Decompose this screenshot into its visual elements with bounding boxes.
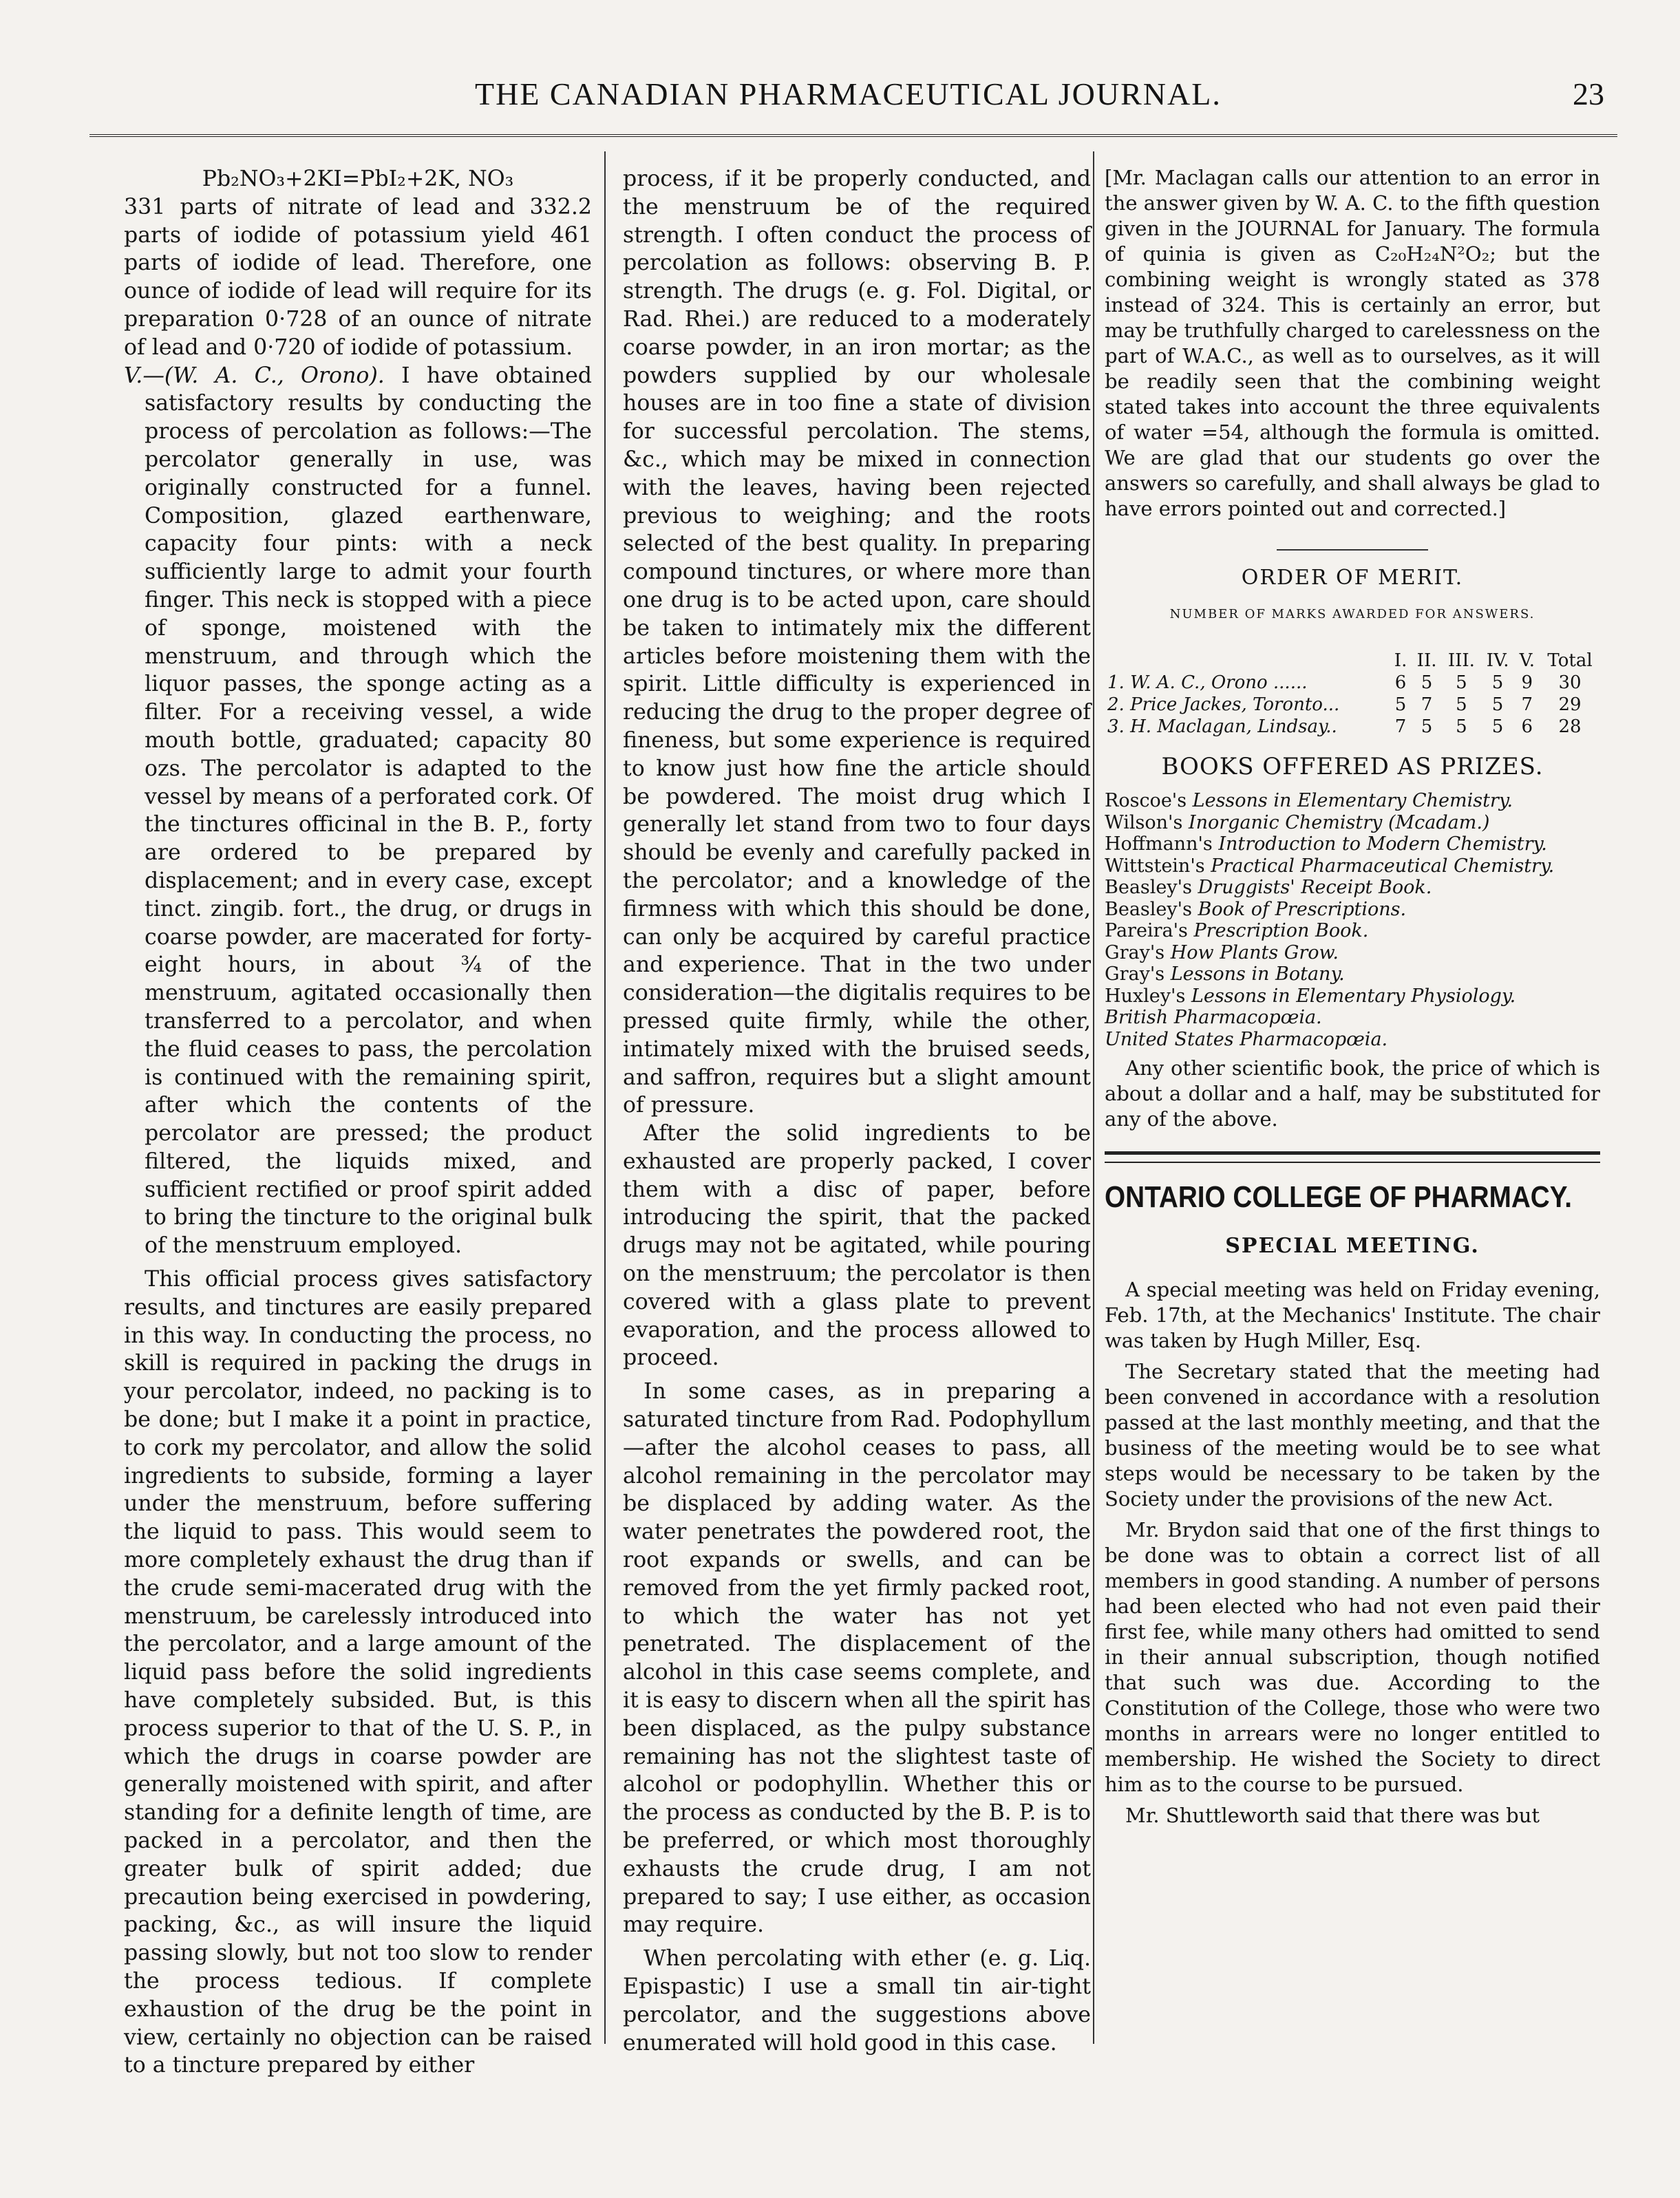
page-header — [0, 0, 1680, 145]
table-cell: 7 — [1394, 716, 1407, 737]
book-author: Roscoe's — [1105, 790, 1187, 812]
header-rule — [89, 134, 1617, 137]
merit-table — [1105, 650, 1600, 738]
book-title: Lessons in Botany. — [1170, 963, 1345, 985]
books-list — [1105, 790, 1600, 1050]
table-cell — [1105, 650, 1390, 672]
section-rule — [1105, 1151, 1600, 1155]
table-cell: Total — [1547, 650, 1593, 671]
table-cell: 5 — [1456, 672, 1467, 693]
list-item — [1105, 833, 1600, 855]
list-item — [1105, 899, 1600, 921]
answer-v — [124, 362, 592, 1261]
special-meeting-heading: SPECIAL MEETING. — [1225, 1234, 1480, 1259]
books-note: Any other scientific book, the price of which is about a dollar and a half, may be substituted for any of the above. — [1105, 1056, 1600, 1131]
table-row — [1105, 716, 1600, 738]
paragraph: Mr. Brydon said that one of the first things to be done was to obtain a correct list of all members in good standing. A number of persons had been elected who had not even paid their first fee, while many others had omitted to send in their annual subscription, though notified that such was due. According to the Constitution of the College, those who were two months in arrears were no longer entitled to membership. He wished the Society to direct him as to the course to be pursued. — [1105, 1517, 1600, 1796]
paragraph: When percolating with ether (e. g. Liq. Epispastic) I use a small tin air-tight percolator, and the suggestions above enumerated will hold good in this case. — [623, 1946, 1091, 2056]
table-cell: 5 — [1456, 716, 1467, 737]
paragraph: This official process gives satisfactory results, and tinctures are easily prepared in this way. In conducting the process, no skill is required in packing the drugs in your percolator, indeed, no packing is to be done; but I make it a point in practice, to cork my percolator, and allow the solid ingredients to subside, forming a layer under the menstruum, before suffering the liquid to pass. This would seem to more completely exhaust the drug than if the crude semi-macerated drug with the menstruum, be carelessly introduced into the percolator, and a large amount of the liquid pass before the solid ingredients have completely subsided. But, is this process superior to that of the U. S. P., in which the drugs in coarse powder are generally moistened with spirit, and after standing for a definite length of time, are packed in a percolator, and then the greater bulk of spirit added; due precaution being exercised in powdering, packing, &c., as will insure the liquid passing slowly, but not too slow to render the process tedious. If complete exhaustion of the drug be the point in view, certainly no objection can be raised to a tincture prepared by either — [124, 1267, 592, 2078]
college-heading: ONTARIO COLLEGE OF PHARMACY. — [1105, 1180, 1573, 1215]
book-title: Prescription Book. — [1193, 920, 1369, 942]
book-title: Practical Pharmaceutical Chemistry. — [1211, 855, 1555, 877]
list-item — [1105, 963, 1600, 985]
list-item — [1105, 1029, 1600, 1051]
table-cell: 30 — [1558, 672, 1582, 693]
chemical-equation: Pb₂NO₃+2KI=PbI₂+2K, NO₃ — [202, 167, 514, 191]
table-cell: 5 — [1491, 716, 1504, 737]
paragraph: 331 parts of nitrate of lead and 332.2 parts of iodide of potassium yield 461 parts of iodide of lead. Therefore, one ounce of iodide of lead will require for its preparation 0·728 of an ounce of nitrate of lead and 0·720 of iodide of potassium. — [124, 194, 592, 360]
table-cell: 9 — [1521, 672, 1533, 693]
table-cell: 5 — [1491, 672, 1504, 693]
column-divider-1 — [604, 151, 606, 2044]
list-item — [1105, 1007, 1600, 1029]
book-title: British Pharmacopœia. — [1105, 1007, 1322, 1029]
journal-title: THE CANADIAN PHARMACEUTICAL JOURNAL. — [475, 76, 1222, 111]
table-cell: V. — [1519, 650, 1535, 671]
book-author: Hoffmann's — [1105, 833, 1213, 855]
table-cell: I. — [1394, 650, 1407, 671]
book-title: Lessons in Elementary Chemistry. — [1192, 790, 1513, 812]
paragraph: process, if it be properly conducted, and the menstruum be of the required strength. I often conduct the process of percolation as follows: observing B. P. strength. The drugs (e. g. Fol. Digital, or Rad. Rhei.) are reduced to a moderately coarse powder, in an iron mortar; as the powders supplied by our wholesale houses are in too fine a state of division for successful percolation. The stems, &c., which may be mixed in connection with the leaves, having been rejected previous to weighing; and the roots selected of the best quality. In preparing compound tinctures, or where more than one drug is to be acted upon, care should be taken to intimately mix the different articles before moistening them with the spirit. Little difficulty is experienced in reducing the drug to the proper degree of fineness, but some experience is required to know just how fine the article should be powdered. The moist drug which I generally let stand from two to four days should be evenly and carefully packed in the percolator; and a knowledge of the firmness with which this should be done, can only be acquired by careful practice and experience. That in the two under consideration—the digitalis requires to be pressed quite firmly, while the other, intimately mixed with the bruised seeds, and saffron, requires but a slight amount of pressure. — [623, 167, 1091, 1118]
books-title: BOOKS OFFERED AS PRIZES. — [1161, 752, 1544, 780]
table-cell: 5 — [1456, 694, 1467, 715]
list-item — [1105, 985, 1600, 1007]
table-cell: 3. H. Maclagan, Lindsay.. — [1107, 716, 1337, 737]
table-cell: 6 — [1394, 672, 1407, 693]
editor-note: [Mr. Maclagan calls our attention to an error in the answer given by W. A. C. to the fifth question given in the JOURNAL for January. The formula of quinia is given as C₂₀H₂₄N²O₂; but the combining weight is wrongly stated as 378 instead of 324. This is certainly an error, but may be truthfully charged to carelessness on the part of W.A.C., as well as to ourselves, as it will be readily seen that the combining weight stated takes into account the three equivalents of water =54, although the formula is omitted. We are glad that our students go over the answers so carefully, and shall always be glad to have errors pointed out and corrected.] — [1105, 166, 1600, 520]
book-title: How Plants Grow. — [1170, 941, 1339, 963]
table-cell: 5 — [1394, 694, 1407, 715]
table-cell: 29 — [1558, 694, 1582, 715]
book-author: Wittstein's — [1105, 855, 1205, 877]
answer-label: V.—(W. A. C., Orono). — [124, 363, 385, 388]
book-title: Book of Prescriptions. — [1198, 898, 1407, 920]
table-cell: 5 — [1491, 694, 1504, 715]
book-title: Lessons in Elementary Physiology. — [1191, 985, 1516, 1007]
book-author: Huxley's — [1105, 985, 1186, 1007]
book-author: Gray's — [1105, 963, 1165, 985]
paragraph: A special meeting was held on Friday evening, Feb. 17th, at the Mechanics' Institute. The chair was taken by Hugh Miller, Esq. — [1105, 1277, 1600, 1352]
table-header-row — [1105, 650, 1600, 672]
table-cell: 7 — [1521, 694, 1533, 715]
table-cell: 28 — [1558, 716, 1582, 737]
column-1 — [124, 165, 592, 2085]
list-item — [1105, 942, 1600, 964]
table-cell: 5 — [1421, 716, 1433, 737]
page-number: 23 — [1573, 76, 1604, 111]
column-2 — [623, 165, 1091, 2062]
book-author: Pareira's — [1105, 920, 1188, 942]
divider — [1277, 549, 1428, 551]
paragraph: I have obtained satisfactory results by conducting the process of percolation as follows:—The percolator generally in use, was originally constructed for a funnel. Composition, glazed earthenware, capacity four pints: with a neck sufficiently large to admit your fourth finger. This neck is stopped with a piece of sponge, moistened with the menstruum, and through which the liquor passes, the sponge acting as a filter. For a receiving vessel, a wide mouth bottle, graduated; capacity 80 ozs. The percolator is adapted to the vessel by means of a perforated cork. Of the tinctures officinal in the B. P., forty are ordered to be prepared by displacement; and in every case, except tinct. zingib. fort., the drug, or drugs in coarse powder, are macerated for forty-eight hours, in about ¾ of the menstruum, agitated occasionally then transferred to a percolator, and when the fluid ceases to pass, the percolation is continued with the remaining spirit, after which the contents of the percolator are pressed; the product filtered, the liquids mixed, and sufficient rectified or proof spirit added to bring the tincture to the original bulk of the menstruum employed. — [145, 363, 592, 1259]
table-row — [1105, 694, 1600, 716]
list-item — [1105, 790, 1600, 812]
list-item — [1105, 855, 1600, 877]
section-rule — [1105, 1162, 1600, 1163]
paragraph: In some cases, as in preparing a saturated tincture from Rad. Podophyllum—after the alcohol ceases to pass, all alcohol remaining in the percolator may be displaced by adding water. As the water penetrates the powdered root, the root expands or swells, and can be removed from the yet firmly packed root, to which the water has not yet penetrated. The displacement of the alcohol in this case seems complete, and it is easy to discern when all the spirit has been displaced, as the pulpy substance remaining has not the slightest taste of alcohol or podophyllin. Whether this or the process as conducted by the B. P. is to be preferred, or which most thoroughly exhausts the crude drug, I am not prepared to say; I use either, as occasion may require. — [623, 1379, 1091, 1938]
table-cell: IV. — [1486, 650, 1509, 671]
column-divider-2 — [1093, 151, 1094, 2044]
column-3 — [1105, 165, 1600, 1834]
book-title: Inorganic Chemistry (Mcadam.) — [1188, 811, 1490, 833]
book-author: Beasley's — [1105, 877, 1192, 899]
table-row — [1105, 672, 1600, 694]
table-cell: 2. Price Jackes, Toronto... — [1107, 694, 1340, 715]
table-cell: 1. W. A. C., Orono ...... — [1107, 672, 1308, 693]
book-author: Beasley's — [1105, 898, 1192, 920]
paragraph: Mr. Shuttleworth said that there was but — [1125, 1803, 1540, 1827]
table-cell: 5 — [1421, 672, 1433, 693]
table-cell: III. — [1447, 650, 1475, 671]
book-author: Wilson's — [1105, 811, 1183, 833]
table-cell: 6 — [1521, 716, 1533, 737]
book-title: Introduction to Modern Chemistry. — [1218, 833, 1547, 855]
list-item — [1105, 920, 1600, 942]
table-cell: 7 — [1421, 694, 1433, 715]
merit-title: ORDER OF MERIT. — [1241, 566, 1464, 590]
paragraph: After the solid ingredients to be exhausted are properly packed, I cover them with a disc of paper, before introducing the spirit, that the packed drugs may not be agitated, while pouring on the menstruum; the percolator is then covered with a glass plate to prevent evaporation, and the process allowed to proceed. — [623, 1121, 1091, 1371]
book-title: United States Pharmacopœia. — [1105, 1028, 1388, 1050]
list-item — [1105, 812, 1600, 834]
table-cell: II. — [1416, 650, 1437, 671]
book-author: Gray's — [1105, 941, 1165, 963]
list-item — [1105, 877, 1600, 899]
paragraph: The Secretary stated that the meeting had been convened in accordance with a resolution passed at the last monthly meeting, and that the business of the meeting would be to see what steps would be necessary to be taken by the Society under the provisions of the new Act. — [1105, 1359, 1600, 1511]
merit-subtitle: NUMBER OF MARKS AWARDED FOR ANSWERS. — [1169, 606, 1535, 621]
book-title: Druggists' Receipt Book. — [1198, 877, 1432, 899]
